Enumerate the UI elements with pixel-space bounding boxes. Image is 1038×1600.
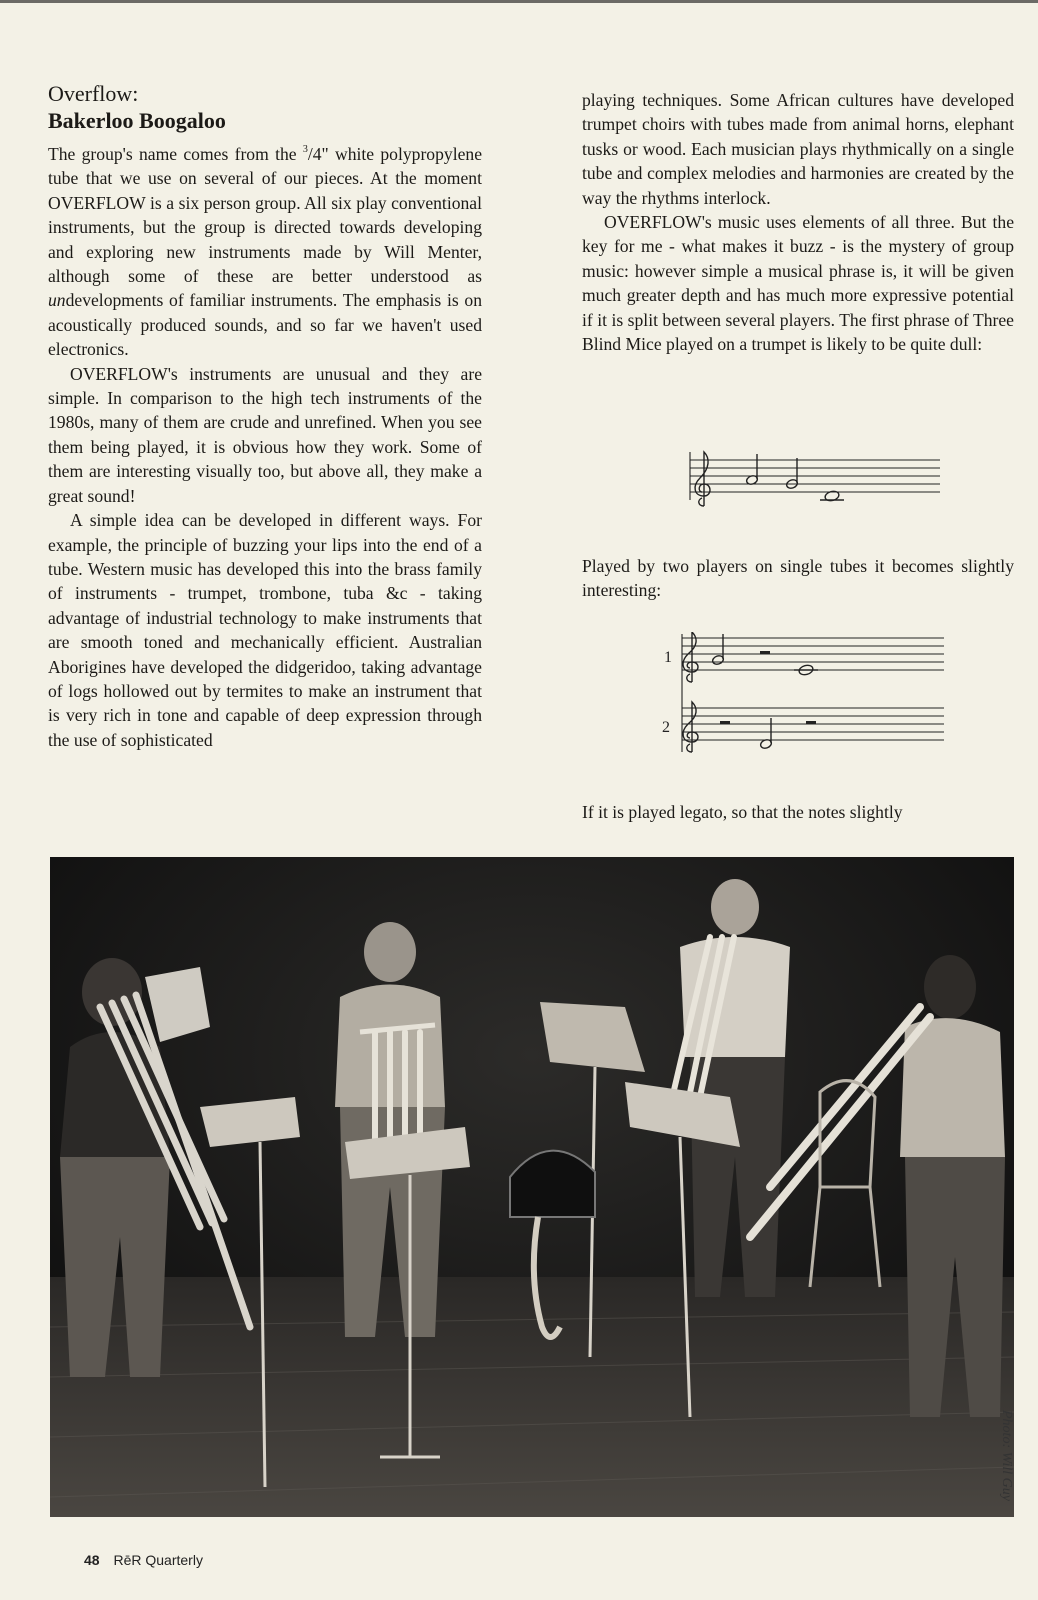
left-p1-b: white polypropylene tube that we use on several of our pieces. At the moment OVERFLOW is a six person group. All six play conventional instruments, but the group is directed towards developing and exploring new instruments made by Will Menter, although some of these are better understood as xyxy=(48,144,482,287)
left-p1-c: developments of familiar instruments. The emphasis is on acoustically produced sounds, and so far we haven't used electronics. xyxy=(48,290,482,360)
article-title-line1: Overflow: xyxy=(48,81,139,106)
photo-credit: Photo: Will Guy xyxy=(999,1410,1014,1501)
right-column xyxy=(582,88,1014,356)
p1-note-3 xyxy=(794,664,818,676)
staff-1-lines xyxy=(682,638,944,670)
band-photo-illustration xyxy=(50,857,1014,1517)
left-column xyxy=(48,80,482,752)
treble-clef-icon xyxy=(683,632,698,682)
page-footer xyxy=(84,1552,203,1568)
player1-label: 1 xyxy=(664,649,672,666)
note-2 xyxy=(785,458,798,490)
right-paragraph-3: Played by two players on single tubes it becomes slightly interesting: xyxy=(582,556,1014,601)
publication-name: RēR Quarterly xyxy=(113,1552,203,1568)
p1-half-rest xyxy=(760,651,770,654)
left-p1-frac-num: 3 xyxy=(302,144,308,155)
page-top-rule xyxy=(0,0,1038,3)
left-p1-a: The group's name comes from the xyxy=(48,144,303,164)
left-p1-frac-rest: /4" xyxy=(307,144,329,164)
staff-single-player xyxy=(682,448,944,518)
staff-lines xyxy=(690,452,940,500)
note-1 xyxy=(745,454,758,486)
player2-label: 2 xyxy=(662,719,670,736)
article-title-line2: Bakerloo Boogaloo xyxy=(48,108,226,133)
page-number: 48 xyxy=(84,1552,100,1568)
left-paragraph-1 xyxy=(48,138,482,362)
left-p1-em: un xyxy=(48,290,66,311)
p2-half-rest-2 xyxy=(806,721,816,724)
left-paragraph-2: OVERFLOW's instruments are unusual and they are simple. In comparison to the high tech instruments of the 1980s, many of them are crude and unrefined. When you see them being played, it is obvious how they work. Some of them are interesting visually too, but above all, they make a great sound! xyxy=(48,363,482,506)
right-paragraph-4: If it is played legato, so that the notes slightly xyxy=(582,802,903,822)
p2-half-rest xyxy=(720,721,730,724)
right-paragraph-1: playing techniques. Some African cultures have developed trumpet choirs with tubes made from animal horns, elephant tusks or wood. Each musician plays rhythmically on a single tube and complex melodies and harmonies are created by the way the rhythms interlock. xyxy=(582,90,1014,208)
staff-two-players xyxy=(660,632,950,770)
band-photo xyxy=(50,857,1014,1517)
p1-note-1 xyxy=(711,634,724,666)
left-paragraph-3: A simple idea can be developed in different ways. For example, the principle of buzzing your lips into the end of a tube. Western music has developed this into the brass family of instruments - trumpet, trombone, tuba &c - taking advantage of industrial technology to make instruments that are smooth toned and mechanically efficient. Australian Aborigines have developed the didgeridoo, taking advantage of logs hollowed out by termites to make an instrument that is very rich in tone and capable of deep expression through the use of sophisticated xyxy=(48,510,482,750)
p2-note-2 xyxy=(759,718,772,750)
treble-clef-icon xyxy=(683,702,698,752)
right-paragraph-2: OVERFLOW's music uses elements of all three. But the key for me - what makes it buzz - is the mystery of group music: however simple a musical phrase is, it will be given much greater depth and has much more expressive potential if it is split between several players. The first phrase of Three Blind Mice played on a trumpet is likely to be quite dull: xyxy=(582,212,1014,355)
